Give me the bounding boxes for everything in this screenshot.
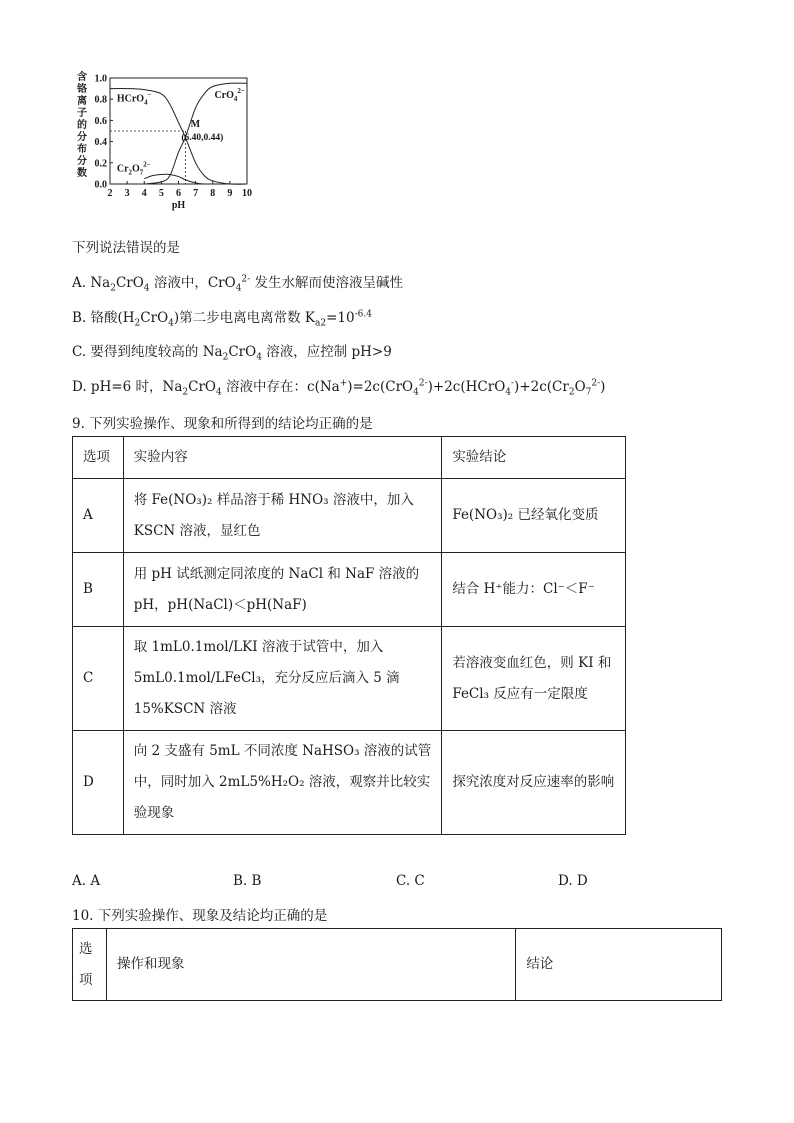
option-cell: A	[73, 479, 124, 553]
q9-table	[72, 436, 626, 835]
point-coordinates: (6.40,0.44)	[181, 133, 224, 143]
species-label-cro4: CrO$_4^{2-}$	[214, 87, 245, 104]
q10-table	[72, 928, 722, 1001]
table-row	[73, 627, 626, 731]
q9-answer-b[interactable]: B. B	[233, 873, 262, 889]
y-axis-label-char: 数	[77, 168, 87, 179]
y-tick-label: 1.0	[94, 73, 107, 85]
header-cell: 实验内容	[123, 437, 442, 479]
series-line-2	[144, 174, 204, 184]
header-cell: 选项	[73, 437, 124, 479]
header-cell: 选 项	[73, 929, 107, 1001]
x-tick-label: 4	[141, 188, 147, 199]
option-cell: C	[73, 627, 124, 731]
option-cell: B	[73, 553, 124, 627]
x-axis-label: pH	[171, 200, 186, 211]
y-axis-label-char: 铬	[77, 84, 87, 95]
content-cell: 向 2 支盛有 5mL 不同浓度 NaHSO₃ 溶液的试管 中，同时加入 2mL5%H₂O₂ 溶液，观察并比较实 验现象	[123, 731, 442, 835]
q8-option-b: B. 铬酸$(H_2CrO_4)$第二步电离电离常数 $K_{a2}=10^{-6.4}$	[72, 309, 372, 329]
q8-stem: 下列说法错误的是	[72, 240, 180, 256]
q8-option-a: A. $Na_2CrO_4$ 溶液中，CrO$_4^{2-}$ 发生水解而使溶液呈碱性	[72, 274, 403, 294]
x-tick-label: 8	[210, 188, 216, 199]
conclusion-cell: 结合 H⁺能力：Cl⁻＜F⁻	[442, 553, 626, 627]
x-tick-label: 10	[242, 188, 252, 199]
header-cell: 实验结论	[442, 437, 626, 479]
q9-answer-a[interactable]: A. A	[72, 873, 101, 889]
table-row	[73, 731, 626, 835]
y-tick-label: 0.6	[94, 115, 107, 127]
q10-title: 10. 下列实验操作、现象及结论均正确的是	[72, 908, 328, 924]
y-axis-label-char: 布	[77, 144, 87, 155]
q9-title: 9. 下列实验操作、现象和所得到的结论均正确的是	[72, 416, 373, 432]
y-tick-label: 0.2	[94, 158, 107, 170]
q9-answer-d[interactable]: D. D	[558, 873, 588, 889]
point-label: M	[190, 119, 201, 130]
x-tick-label: 6	[176, 188, 181, 199]
x-tick-label: 7	[193, 188, 199, 199]
q8-option-d: D. pH=6 时，$Na_2CrO_4$ 溶液中存在：$c(Na^+)=2c(CrO_4^{2-})+2c(HCrO_4^-)+2c(Cr_2O_7^{2-})$	[72, 378, 606, 398]
distribution-chart	[72, 70, 262, 218]
q10-table-header	[73, 929, 722, 1001]
y-axis-label-char: 子	[77, 108, 87, 119]
table-row	[73, 553, 626, 627]
conclusion-cell: Fe(NO₃)₂ 已经氧化变质	[442, 479, 626, 553]
y-axis-label-char: 分	[77, 132, 87, 143]
q9-answer-c[interactable]: C. C	[396, 873, 425, 889]
conclusion-cell: 若溶液变血红色，则 KI 和 FeCl₃ 反应有一定限度	[442, 627, 626, 731]
x-tick-label: 9	[227, 188, 233, 199]
y-axis-label-char: 含	[77, 72, 87, 83]
species-label-cr2o7: $Cr_2O_7^{2-}$	[116, 160, 151, 177]
conclusion-cell: 探究浓度对反应速率的影响	[442, 731, 626, 835]
option-cell: D	[73, 731, 124, 835]
header-cell: 结论	[516, 929, 722, 1001]
q8-option-c: C. 要得到纯度较高的 $Na_2CrO_4$ 溶液，应控制 pH>9	[72, 344, 392, 363]
y-tick-label: 0.8	[94, 94, 107, 106]
x-tick-label: 2	[107, 188, 113, 199]
x-tick-label: 5	[158, 188, 164, 199]
y-axis-label-char: 分	[77, 156, 87, 167]
y-axis-label-char: 离	[77, 96, 87, 107]
q9-table-header	[73, 437, 626, 479]
header-cell: 操作和现象	[106, 929, 515, 1001]
content-cell: 取 1mL0.1mol/LKI 溶液于试管中，加入 5mL0.1mol/LFeCl₃，充分反应后滴入 5 滴 15%KSCN 溶液	[123, 627, 442, 731]
table-row	[73, 479, 626, 553]
content-cell: 将 Fe(NO₃)₂ 样品溶于稀 HNO₃ 溶液中，加入 KSCN 溶液，显红色	[123, 479, 442, 553]
species-label-hcro4: HCrO$_4$−	[116, 90, 152, 107]
y-tick-label: 0.0	[94, 179, 107, 191]
x-tick-label: 3	[124, 188, 130, 199]
y-axis-label-char: 的	[77, 120, 87, 131]
y-tick-label: 0.4	[94, 137, 107, 149]
content-cell: 用 pH 试纸测定同浓度的 NaCl 和 NaF 溶液的 pH，pH(NaCl)＜pH(NaF)	[123, 553, 442, 627]
